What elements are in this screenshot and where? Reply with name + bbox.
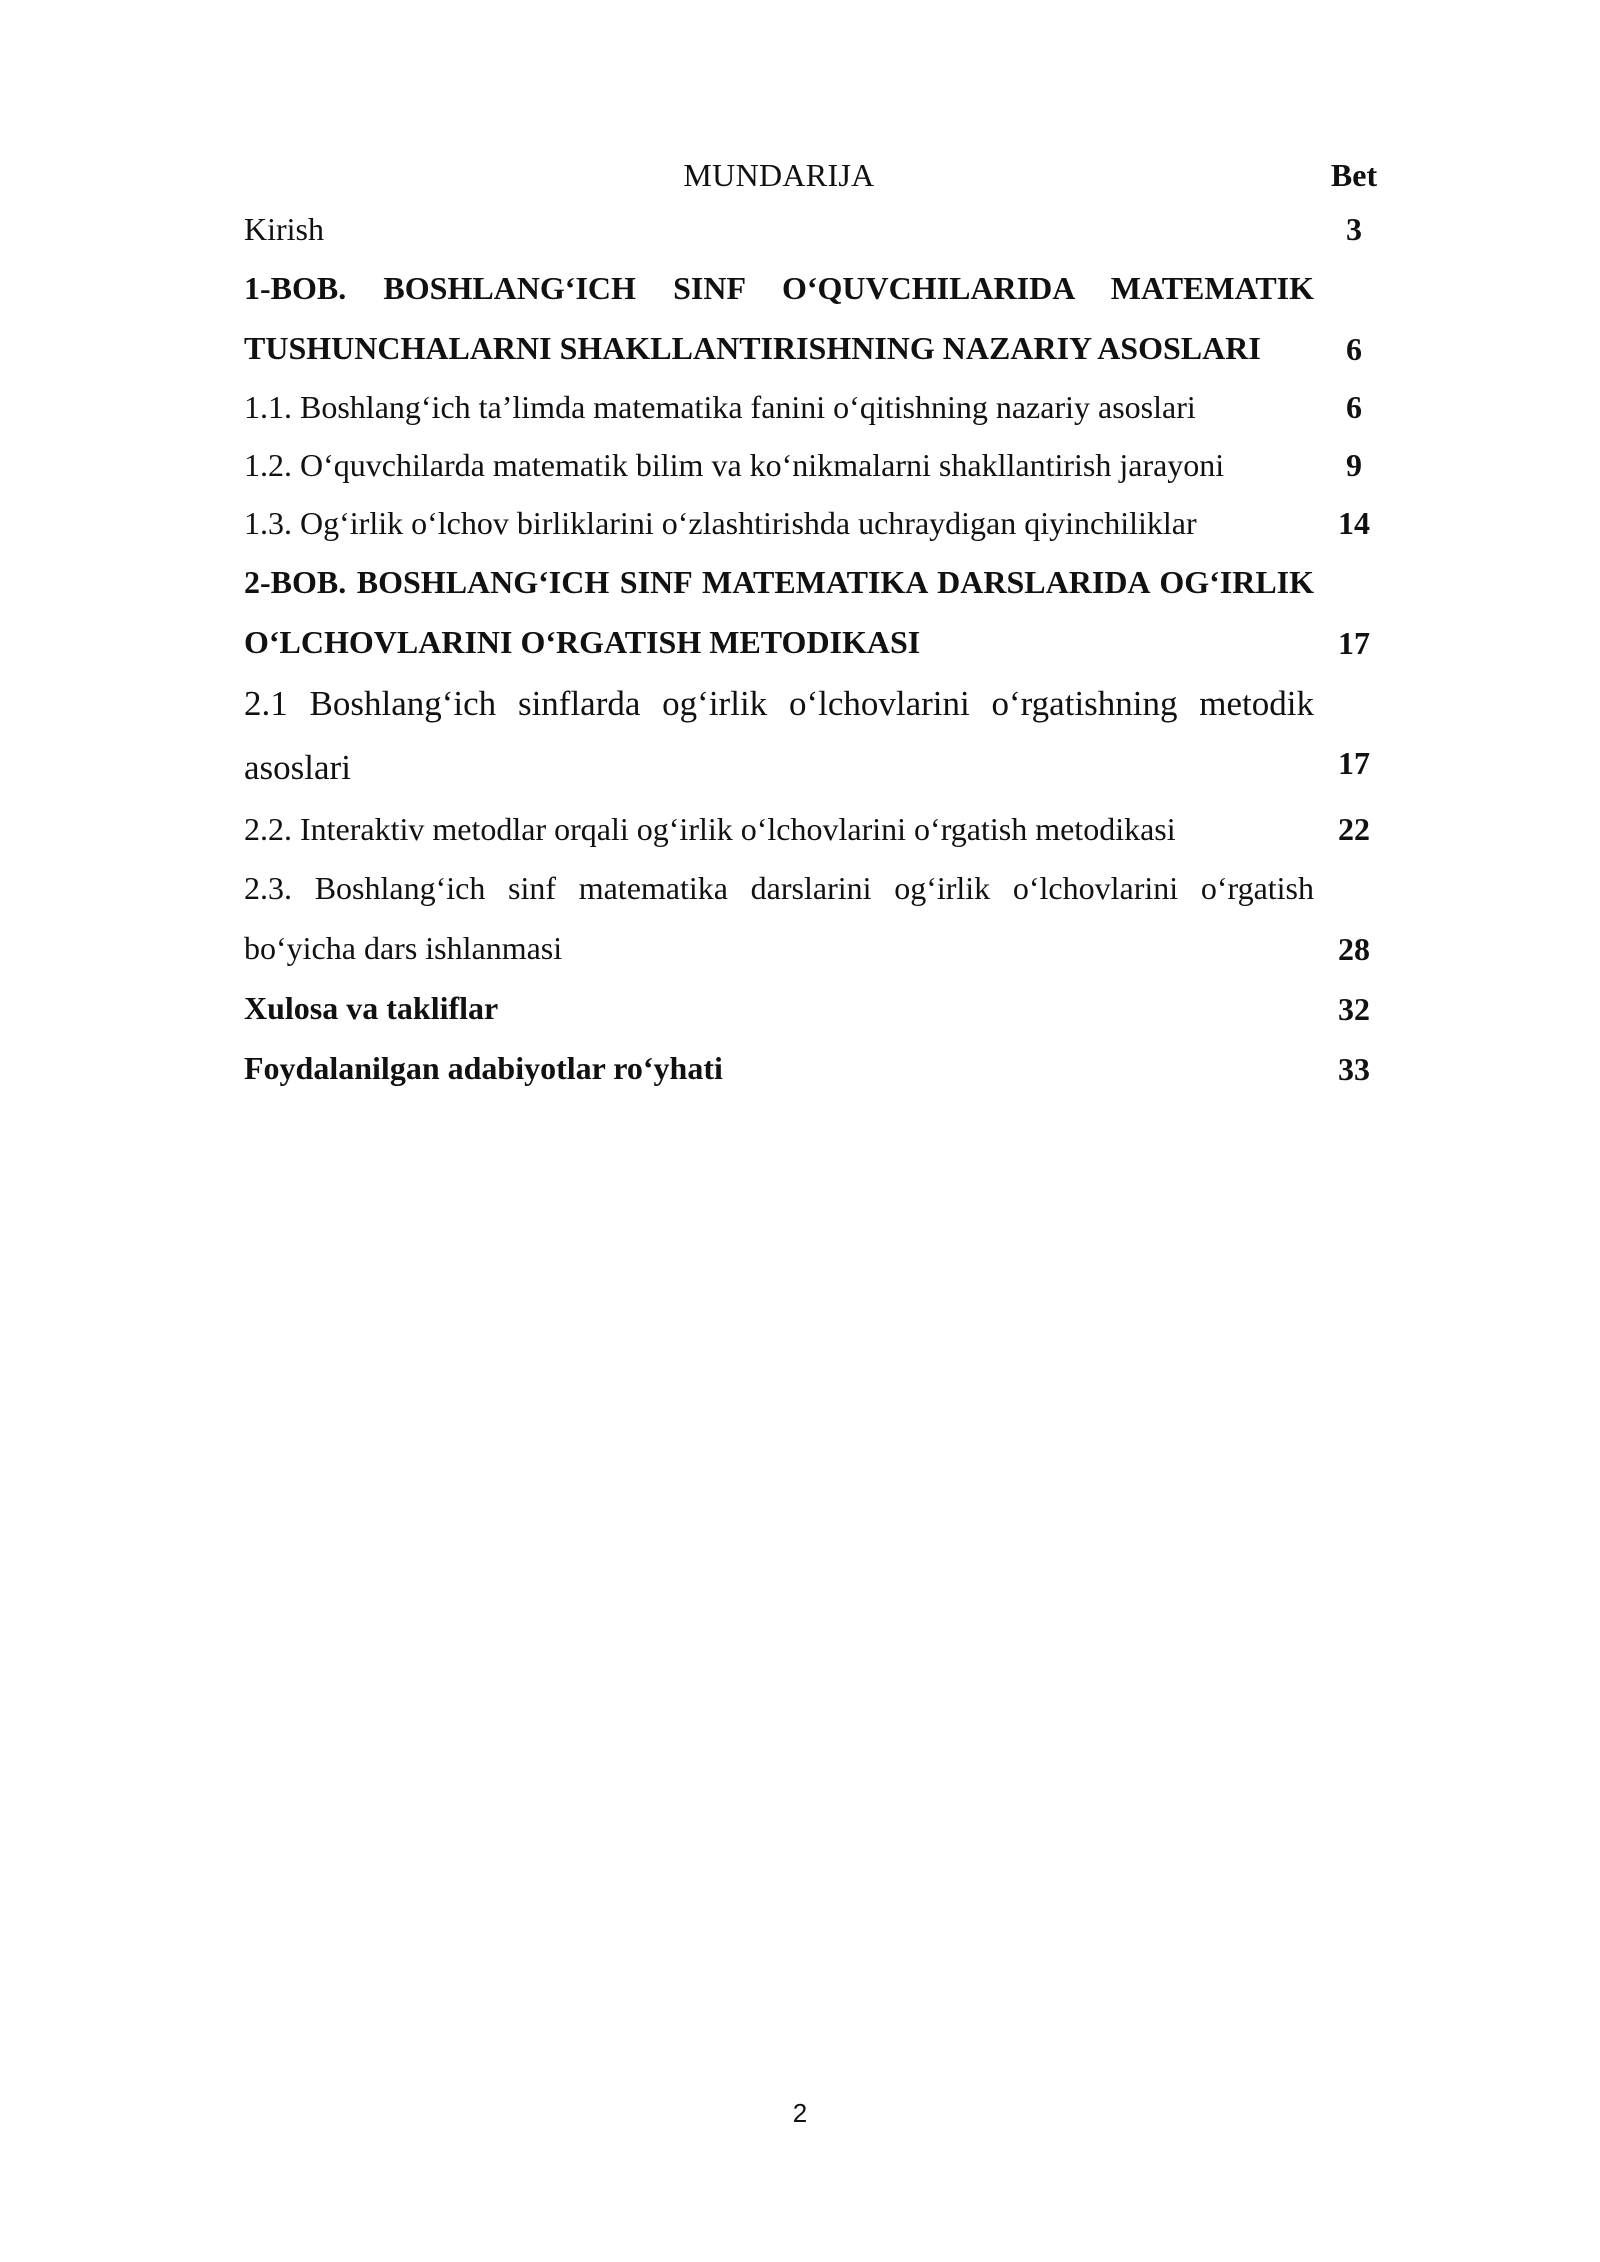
toc-entry-text: Xulosa va takliflar [244, 990, 499, 1026]
toc-entry-text: Foydalanilgan adabiyotlar ro‘yhati [244, 1050, 723, 1086]
toc-entry-page: 9 [1346, 447, 1362, 483]
toc-entry-page: 28 [1338, 931, 1370, 967]
toc-entry-page: 3 [1346, 211, 1362, 247]
toc-entry-chapter-2 [244, 552, 1394, 672]
toc-entry-page: 33 [1338, 1051, 1370, 1087]
toc-entry-text: 2.2. Interaktiv metodlar orqali og‘irlik o‘lchovlarini o‘rgatish metodikasi [244, 811, 1176, 847]
table-of-contents [244, 150, 1394, 1098]
toc-entry-kirish [244, 200, 1394, 258]
toc-entry-text: 1.3. Og‘irlik o‘lchov birliklarini o‘zlashtirishda uchraydigan qiyinchiliklar [244, 505, 1197, 541]
toc-entry-conclusion [244, 978, 1394, 1038]
toc-entry-page: 22 [1338, 811, 1370, 847]
toc-header [244, 150, 1394, 200]
toc-entry-text: Kirish [244, 211, 324, 247]
toc-entry-text: 2.3. Boshlang‘ich sinf matematika darslarini og‘irlik o‘lchovlarini o‘rgatish bo‘yicha dars ishlanmasi [244, 870, 1314, 966]
page-column-header: Bet [1330, 156, 1378, 193]
toc-entry-page: 6 [1346, 331, 1362, 367]
toc-entry-page: 6 [1346, 389, 1362, 425]
toc-entry-page: 32 [1338, 991, 1370, 1027]
toc-entry-1-2 [244, 436, 1394, 494]
toc-entry-page: 17 [1338, 625, 1370, 661]
toc-entry-2-2 [244, 800, 1394, 858]
toc-entry-1-3 [244, 494, 1394, 552]
toc-entry-text: 2-BOB. BOSHLANG‘ICH SINF MATEMATIKA DARSLARIDA OG‘IRLIK O‘LCHOVLARINI O‘RGATISH METODIKASI [244, 564, 1314, 660]
toc-entry-2-3 [244, 858, 1394, 978]
toc-entry-page: 17 [1338, 745, 1370, 781]
toc-entry-text: 1-BOB. BOSHLANG‘ICH SINF O‘QUVCHILARIDA MATEMATIK TUSHUNCHALARNI SHAKLLANTIRISHNING NAZARIY ASOSLARI [244, 270, 1314, 366]
toc-entry-text: 1.1. Boshlang‘ich ta’limda matematika fanini o‘qitishning nazariy asoslari [244, 389, 1196, 425]
toc-entry-text: 1.2. O‘quvchilarda matematik bilim va ko‘nikmalarni shakllantirish jarayoni [244, 447, 1225, 483]
page-number: 2 [792, 2098, 808, 2128]
toc-entry-chapter-1 [244, 258, 1394, 378]
toc-entry-1-1 [244, 378, 1394, 436]
toc-title: MUNDARIJA [683, 156, 875, 193]
toc-entry-2-1 [244, 672, 1394, 800]
toc-entry-page: 14 [1338, 505, 1370, 541]
toc-entry-text: 2.1 Boshlang‘ich sinflarda og‘irlik o‘lchovlarini o‘rgatishning metodik asoslari [244, 684, 1314, 787]
toc-entry-references [244, 1038, 1394, 1098]
